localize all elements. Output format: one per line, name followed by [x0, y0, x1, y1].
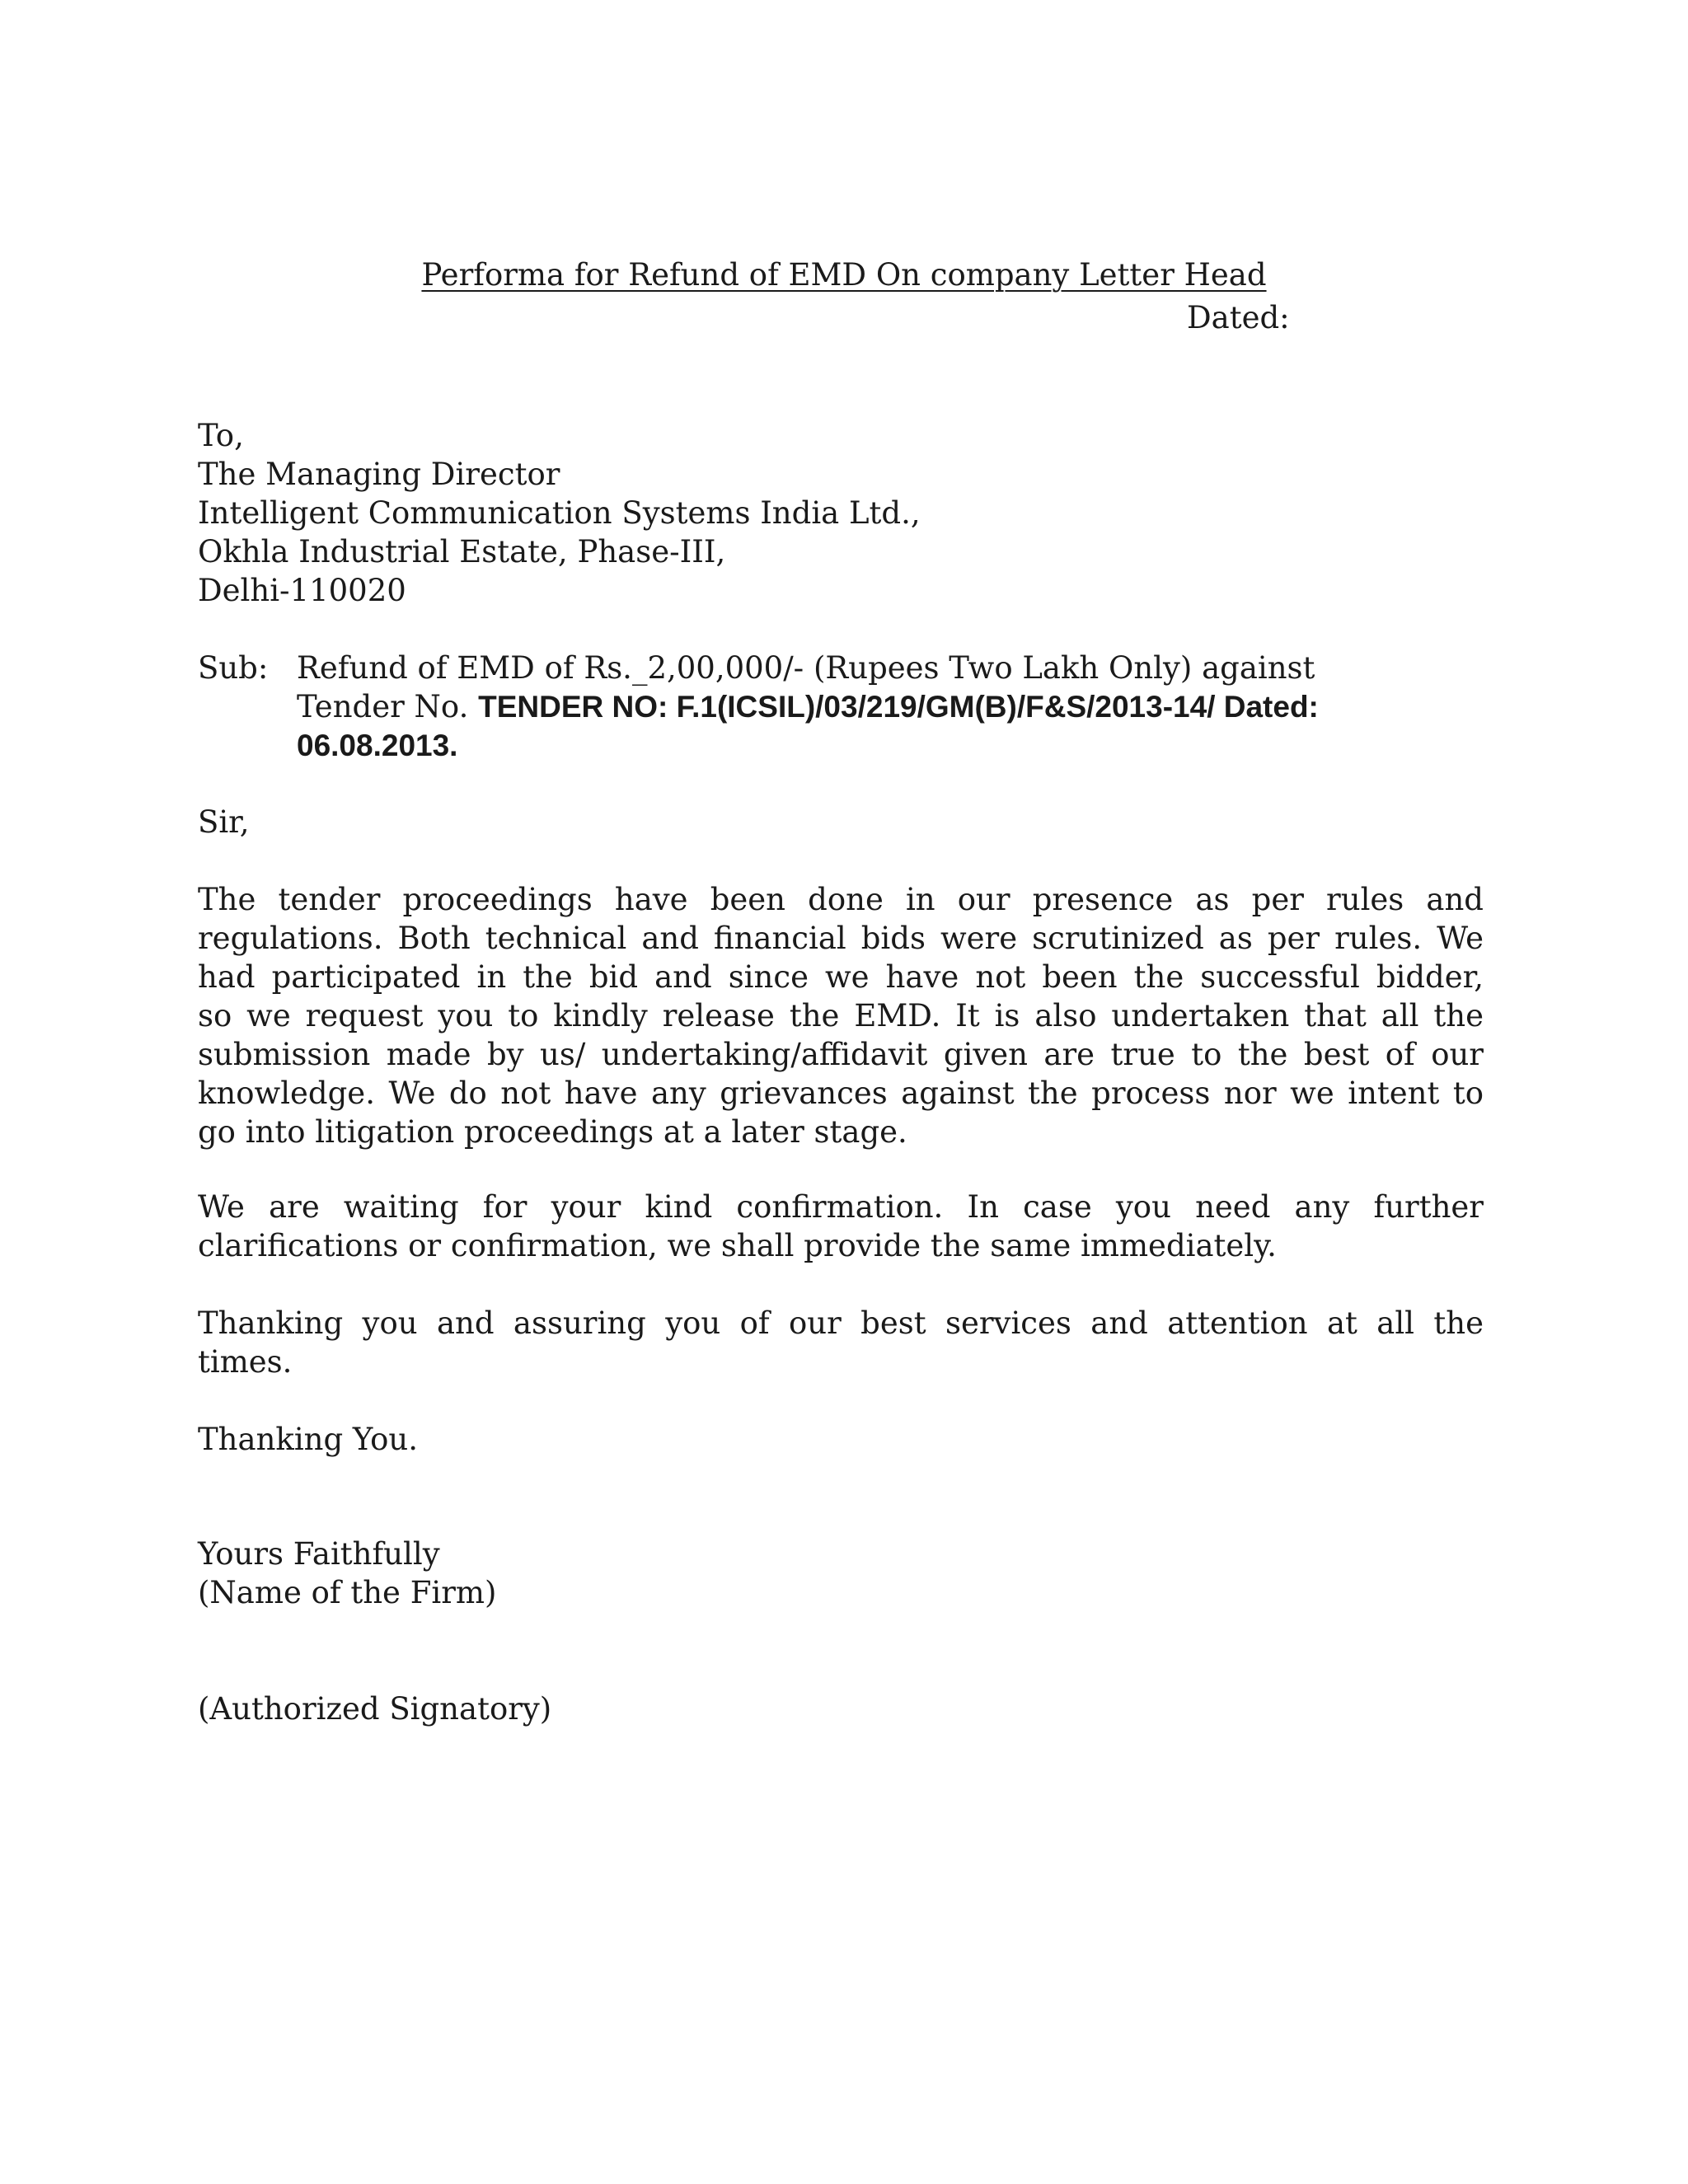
- recipient-address: [198, 416, 1484, 610]
- paragraph-1-line: had participated in the bid and since we have not been the successful bidder,: [198, 959, 1484, 995]
- paragraph-2-line: We are waiting for your kind confirmation. In case you need any further: [198, 1189, 1484, 1225]
- tender-no-prefix: Tender No.: [297, 689, 479, 724]
- thanking-line: Thanking You.: [198, 1422, 419, 1457]
- firm-name-placeholder: (Name of the Firm): [198, 1575, 497, 1610]
- paragraph-3-line: times.: [198, 1344, 293, 1380]
- closing-block: [198, 1535, 1484, 1612]
- subject-label: Sub:: [198, 650, 269, 686]
- address-line-3: Okhla Industrial Estate, Phase-III,: [198, 534, 726, 569]
- tender-reference: TENDER NO: F.1(ICSIL)/03/219/GM(B)/F&S/2013-14/ Dated:: [478, 690, 1319, 724]
- paragraph-1-line: knowledge. We do not have any grievances against the process nor we intent to: [198, 1076, 1484, 1111]
- address-line-4: Delhi-110020: [198, 573, 406, 608]
- address-line-1: The Managing Director: [198, 457, 560, 492]
- subject-line-2: [297, 687, 1484, 726]
- paragraph-1-line: regulations. Both technical and financial bids were scrutinized as per rules. We: [198, 921, 1484, 956]
- document-title: Performa for Refund of EMD On company Letter Head: [421, 257, 1267, 293]
- paragraph-1-line: The tender proceedings have been done in our presence as per rules and: [198, 882, 1484, 917]
- address-to: To,: [198, 418, 244, 453]
- paragraph-3-line: Thanking you and assuring you of our best services and attention at all the: [198, 1305, 1484, 1341]
- closing-text: Yours Faithfully: [198, 1536, 440, 1572]
- address-line-2: Intelligent Communication Systems India Ltd.,: [198, 495, 921, 531]
- paragraph-1-line: submission made by us/ undertaking/affidavit given are true to the best of our: [198, 1037, 1484, 1072]
- tender-date: 06.08.2013.: [297, 729, 458, 762]
- subject-line-1: Refund of EMD of Rs._2,00,000/- (Rupees Two Lakh Only) against: [297, 650, 1315, 686]
- subject-text: [297, 649, 1484, 765]
- paragraph-1-line: so we request you to kindly release the EMD. It is also undertaken that all the: [198, 998, 1484, 1033]
- paragraph-1: [198, 880, 1484, 1151]
- paragraph-2-line: clarifications or confirmation, we shall provide the same immediately.: [198, 1228, 1277, 1263]
- paragraph-3: [198, 1304, 1484, 1381]
- salutation: Sir,: [198, 804, 250, 840]
- paragraph-1-line: go into litigation proceedings at a later stage.: [198, 1114, 907, 1150]
- paragraph-2: [198, 1188, 1484, 1265]
- dated-label: Dated:: [1187, 300, 1290, 335]
- authorized-signatory: (Authorized Signatory): [198, 1691, 552, 1727]
